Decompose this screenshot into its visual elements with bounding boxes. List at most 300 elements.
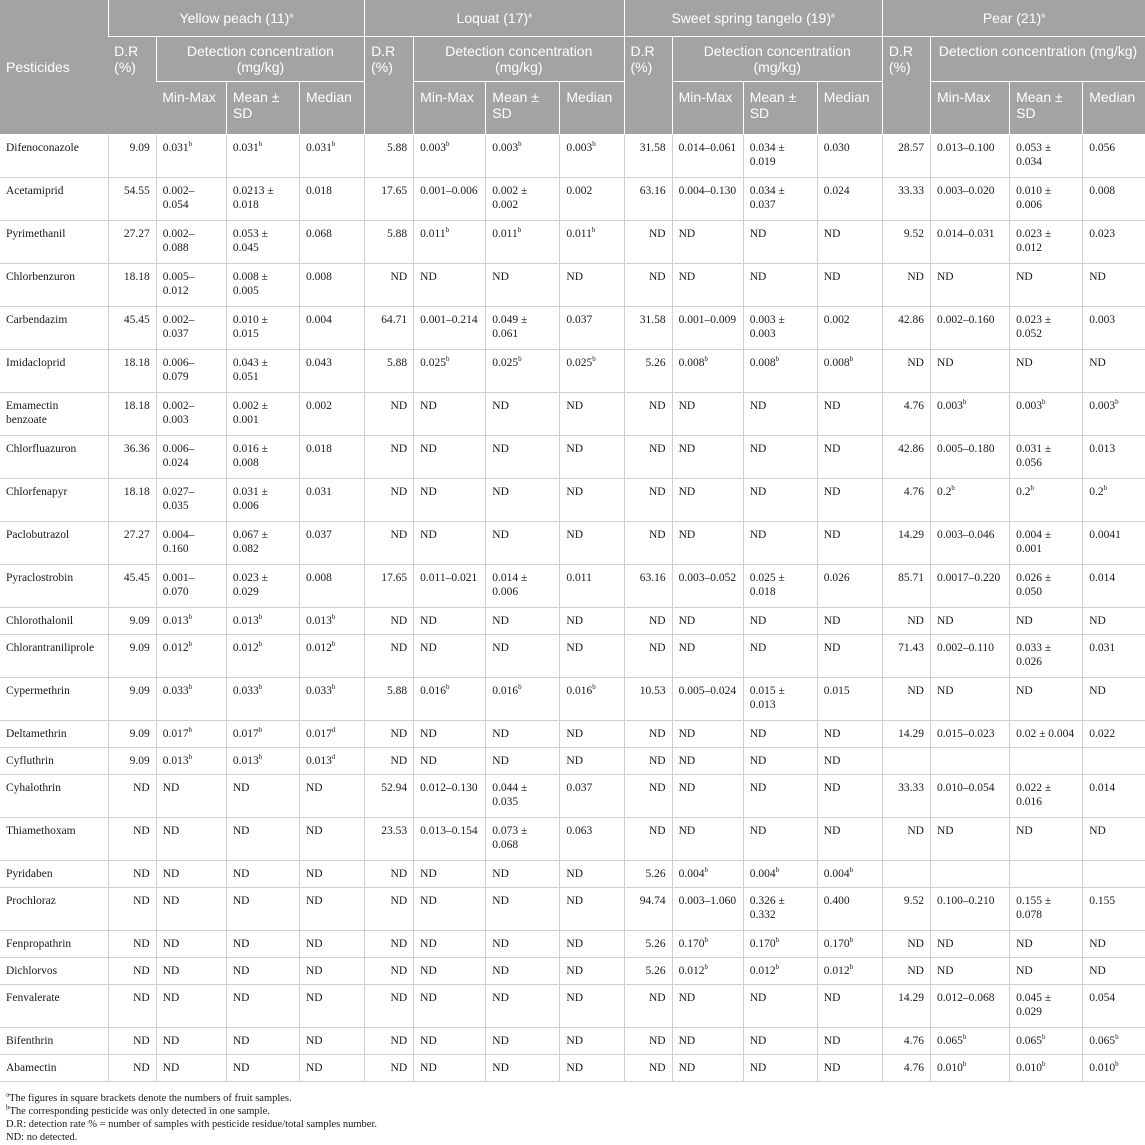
header-dr: D.R (%) [365, 36, 414, 134]
dr-cell: ND [624, 1027, 672, 1054]
median-cell: 0.016$^b$ [560, 677, 624, 720]
mean-sd-cell: 0.067 ± 0.082 [226, 521, 299, 564]
mean-sd-cell: ND [743, 634, 817, 677]
median-cell: ND [1083, 263, 1145, 306]
mean-sd-cell: 0.326 ± 0.332 [743, 887, 817, 930]
pesticide-name-cell: Chlorfluazuron [0, 435, 108, 478]
median-cell: 0.008 [1083, 177, 1145, 220]
header-detection-concentration: Detection concentration (mg/kg) [672, 36, 882, 81]
header-group-sweet-spring-tangelo: Sweet spring tangelo $(19)^a$ [624, 0, 882, 36]
min-max-cell: 0.011$^b$ [414, 220, 486, 263]
mean-sd-cell: ND [1010, 930, 1083, 957]
min-max-cell: ND [672, 817, 743, 860]
dr-cell: ND [624, 392, 672, 435]
table-row [0, 634, 1145, 677]
header-group-pear: Pear $(21)^a$ [882, 0, 1145, 36]
median-cell: 0.013$^d$ [299, 747, 364, 774]
min-max-cell: 0.005–0.180 [930, 435, 1009, 478]
footnote: $^b$The corresponding pesticide was only detected in one sample. [6, 1103, 270, 1117]
dr-cell: 36.36 [108, 435, 156, 478]
median-cell: 0.010$^b$ [1083, 1054, 1145, 1081]
dr-cell: ND [365, 887, 414, 930]
footnote: $^a$The figures in square brackets denote the numbers of fruit samples. [6, 1090, 292, 1104]
median-cell: 0.014 [1083, 564, 1145, 607]
median-cell: 0.023 [1083, 220, 1145, 263]
median-cell: ND [817, 1027, 882, 1054]
median-cell: ND [1083, 677, 1145, 720]
mean-sd-cell: ND [743, 774, 817, 817]
min-max-cell: ND [672, 521, 743, 564]
table-row [0, 349, 1145, 392]
median-cell: ND [560, 435, 624, 478]
pesticide-name-cell: Pyridaben [0, 860, 108, 887]
median-cell: 0.015 [817, 677, 882, 720]
min-max-cell: ND [672, 1027, 743, 1054]
mean-sd-cell: ND [226, 774, 299, 817]
dr-cell: 63.16 [624, 177, 672, 220]
min-max-cell: 0.001–0.009 [672, 306, 743, 349]
pesticide-name-cell: Deltamethrin [0, 720, 108, 747]
min-max-cell: ND [930, 263, 1009, 306]
dr-cell: 17.65 [365, 564, 414, 607]
min-max-cell: 0.013–0.100 [930, 134, 1009, 177]
min-max-cell: 0.002–0.003 [156, 392, 226, 435]
min-max-cell: 0.033$^b$ [156, 677, 226, 720]
min-max-cell: 0.012$^b$ [672, 957, 743, 984]
median-cell: 0.054 [1083, 984, 1145, 1027]
dr-cell: 4.76 [882, 478, 930, 521]
median-cell: ND [817, 774, 882, 817]
footnote: ND: no detected. [6, 1132, 78, 1143]
median-cell [1083, 747, 1145, 774]
min-max-cell: ND [672, 607, 743, 634]
dr-cell: 31.58 [624, 134, 672, 177]
min-max-cell: 0.013$^b$ [156, 747, 226, 774]
dr-cell: 18.18 [108, 478, 156, 521]
pesticide-name-cell: Cyfluthrin [0, 747, 108, 774]
median-cell: 0.013 [1083, 435, 1145, 478]
mean-sd-cell: ND [486, 435, 560, 478]
table-row [0, 220, 1145, 263]
min-max-cell: 0.004$^b$ [672, 860, 743, 887]
median-cell: ND [560, 634, 624, 677]
dr-cell: 5.26 [624, 930, 672, 957]
median-cell: ND [299, 887, 364, 930]
dr-cell: 85.71 [882, 564, 930, 607]
min-max-cell: 0.012–0.068 [930, 984, 1009, 1027]
mean-sd-cell: 0.003$^b$ [1010, 392, 1083, 435]
mean-sd-cell: ND [1010, 349, 1083, 392]
median-cell: 0.017$^d$ [299, 720, 364, 747]
median-cell: ND [560, 860, 624, 887]
mean-sd-cell: 0.023 ± 0.052 [1010, 306, 1083, 349]
median-cell: ND [817, 435, 882, 478]
median-cell: 0.008 [299, 263, 364, 306]
median-cell: ND [299, 930, 364, 957]
min-max-cell: 0.017$^b$ [156, 720, 226, 747]
mean-sd-cell: 0.012$^b$ [226, 634, 299, 677]
median-cell: 0.003 [1083, 306, 1145, 349]
pesticide-name-cell: Chlorothalonil [0, 607, 108, 634]
min-max-cell: ND [672, 720, 743, 747]
dr-cell: ND [108, 930, 156, 957]
header-median: Median [817, 81, 882, 134]
pesticide-name-cell: Abamectin [0, 1054, 108, 1081]
dr-cell: 14.29 [882, 984, 930, 1027]
dr-cell: 23.53 [365, 817, 414, 860]
mean-sd-cell: 0.043 ± 0.051 [226, 349, 299, 392]
table-row [0, 1054, 1145, 1081]
header-mean-sd: Mean ± SD [1010, 81, 1083, 134]
dr-cell: ND [365, 392, 414, 435]
median-cell: ND [1083, 817, 1145, 860]
dr-cell: 42.86 [882, 435, 930, 478]
dr-cell: ND [108, 984, 156, 1027]
mean-sd-cell: 0.017$^b$ [226, 720, 299, 747]
dr-cell: 9.09 [108, 134, 156, 177]
mean-sd-cell: 0.022 ± 0.016 [1010, 774, 1083, 817]
min-max-cell: 0.001–0.070 [156, 564, 226, 607]
mean-sd-cell: 0.045 ± 0.029 [1010, 984, 1083, 1027]
min-max-cell: ND [672, 220, 743, 263]
mean-sd-cell: ND [743, 817, 817, 860]
dr-cell: ND [365, 860, 414, 887]
mean-sd-cell: 0.016$^b$ [486, 677, 560, 720]
median-cell: 0.011$^b$ [560, 220, 624, 263]
mean-sd-cell: 0.053 ± 0.045 [226, 220, 299, 263]
min-max-cell: ND [414, 860, 486, 887]
min-max-cell: ND [156, 817, 226, 860]
dr-cell: ND [624, 634, 672, 677]
dr-cell: 52.94 [365, 774, 414, 817]
mean-sd-cell: ND [743, 435, 817, 478]
median-cell: 0.031 [299, 478, 364, 521]
median-cell: 0.008 [299, 564, 364, 607]
median-cell: ND [1083, 957, 1145, 984]
median-cell: 0.155 [1083, 887, 1145, 930]
median-cell [1083, 860, 1145, 887]
min-max-cell: ND [414, 957, 486, 984]
median-cell: 0.026 [817, 564, 882, 607]
dr-cell: ND [365, 984, 414, 1027]
dr-cell: 4.76 [882, 1054, 930, 1081]
dr-cell: 31.58 [624, 306, 672, 349]
mean-sd-cell: ND [226, 860, 299, 887]
dr-cell: 5.88 [365, 677, 414, 720]
mean-sd-cell: 0.02 ± 0.004 [1010, 720, 1083, 747]
mean-sd-cell: 0.002 ± 0.001 [226, 392, 299, 435]
median-cell: ND [560, 1054, 624, 1081]
dr-cell: ND [882, 607, 930, 634]
min-max-cell: ND [156, 1054, 226, 1081]
mean-sd-cell: 0.025$^b$ [486, 349, 560, 392]
dr-cell: 18.18 [108, 349, 156, 392]
dr-cell: 33.33 [882, 774, 930, 817]
median-cell: ND [817, 220, 882, 263]
header-min-max: Min-Max [414, 81, 486, 134]
pesticide-name-cell: Cypermethrin [0, 677, 108, 720]
dr-cell: ND [624, 263, 672, 306]
pesticide-name-cell: Chlorantraniliprole [0, 634, 108, 677]
median-cell: 0.024 [817, 177, 882, 220]
min-max-cell: 0.014–0.031 [930, 220, 1009, 263]
min-max-cell: 0.027–0.035 [156, 478, 226, 521]
median-cell: 0.065$^b$ [1083, 1027, 1145, 1054]
dr-cell: ND [365, 435, 414, 478]
min-max-cell: 0.003–1.060 [672, 887, 743, 930]
mean-sd-cell: 0.2$^b$ [1010, 478, 1083, 521]
median-cell: ND [299, 957, 364, 984]
mean-sd-cell: ND [486, 607, 560, 634]
table-row [0, 930, 1145, 957]
median-cell: 0.170$^b$ [817, 930, 882, 957]
pesticide-name-cell: Chlorbenzuron [0, 263, 108, 306]
min-max-cell: ND [930, 817, 1009, 860]
median-cell: 0.037 [299, 521, 364, 564]
median-cell: 0.2$^b$ [1083, 478, 1145, 521]
mean-sd-cell: ND [486, 957, 560, 984]
min-max-cell: ND [414, 1027, 486, 1054]
min-max-cell: 0.003$^b$ [414, 134, 486, 177]
dr-cell: 5.26 [624, 349, 672, 392]
dr-cell: ND [365, 957, 414, 984]
pesticide-name-cell: Cyhalothrin [0, 774, 108, 817]
min-max-cell: 0.003–0.020 [930, 177, 1009, 220]
median-cell: ND [817, 478, 882, 521]
min-max-cell: ND [672, 634, 743, 677]
header-group-loquat: Loquat $(17)^a$ [365, 0, 624, 36]
median-cell: 0.043 [299, 349, 364, 392]
median-cell: 0.018 [299, 435, 364, 478]
mean-sd-cell: 0.034 ± 0.019 [743, 134, 817, 177]
mean-sd-cell: ND [743, 984, 817, 1027]
min-max-cell: ND [414, 1054, 486, 1081]
min-max-cell: ND [414, 435, 486, 478]
min-max-cell: ND [672, 1054, 743, 1081]
mean-sd-cell: ND [486, 720, 560, 747]
min-max-cell: 0.003–0.052 [672, 564, 743, 607]
min-max-cell: ND [930, 607, 1009, 634]
table-row [0, 1027, 1145, 1054]
min-max-cell: 0.002–0.054 [156, 177, 226, 220]
table-row [0, 887, 1145, 930]
median-cell: 0.003$^b$ [560, 134, 624, 177]
mean-sd-cell: 0.0213 ± 0.018 [226, 177, 299, 220]
median-cell: 0.002 [299, 392, 364, 435]
median-cell: 0.063 [560, 817, 624, 860]
dr-cell: 14.29 [882, 521, 930, 564]
table-row [0, 817, 1145, 860]
header-median: Median [299, 81, 364, 134]
min-max-cell: 0.013$^b$ [156, 607, 226, 634]
median-cell: ND [299, 774, 364, 817]
dr-cell: ND [365, 747, 414, 774]
mean-sd-cell: 0.004 ± 0.001 [1010, 521, 1083, 564]
header-dr: D.R (%) [882, 36, 930, 134]
dr-cell: 10.53 [624, 677, 672, 720]
min-max-cell: ND [414, 521, 486, 564]
median-cell: ND [299, 1054, 364, 1081]
pesticide-name-cell: Fenpropathrin [0, 930, 108, 957]
table-row [0, 392, 1145, 435]
dr-cell: ND [365, 1027, 414, 1054]
min-max-cell: ND [414, 634, 486, 677]
median-cell: ND [560, 263, 624, 306]
median-cell: ND [1083, 930, 1145, 957]
min-max-cell: 0.005–0.012 [156, 263, 226, 306]
dr-cell: 27.27 [108, 521, 156, 564]
median-cell: 0.004 [299, 306, 364, 349]
mean-sd-cell: ND [743, 1027, 817, 1054]
table-row [0, 564, 1145, 607]
dr-cell: 5.88 [365, 220, 414, 263]
mean-sd-cell: 0.044 ± 0.035 [486, 774, 560, 817]
median-cell: 0.400 [817, 887, 882, 930]
pesticide-name-cell: Bifenthrin [0, 1027, 108, 1054]
header-dr: D.R (%) [624, 36, 672, 134]
mean-sd-cell: 0.053 ± 0.034 [1010, 134, 1083, 177]
dr-cell: 94.74 [624, 887, 672, 930]
min-max-cell: 0.025$^b$ [414, 349, 486, 392]
table-header [0, 0, 1145, 134]
header-detection-concentration: Detection concentration (mg/kg) [414, 36, 624, 81]
dr-cell: ND [365, 521, 414, 564]
mean-sd-cell: ND [486, 984, 560, 1027]
mean-sd-cell: ND [226, 1027, 299, 1054]
min-max-cell [930, 747, 1009, 774]
mean-sd-cell: ND [486, 930, 560, 957]
mean-sd-cell: ND [743, 607, 817, 634]
mean-sd-cell: ND [743, 720, 817, 747]
dr-cell: 17.65 [365, 177, 414, 220]
min-max-cell: ND [930, 930, 1009, 957]
median-cell: ND [817, 720, 882, 747]
median-cell: ND [1083, 607, 1145, 634]
min-max-cell: ND [156, 957, 226, 984]
min-max-cell [930, 860, 1009, 887]
min-max-cell: 0.016$^b$ [414, 677, 486, 720]
footnote: D.R: detection rate % = number of samples with pesticide residue/total samples number. [6, 1119, 377, 1130]
median-cell: 0.0041 [1083, 521, 1145, 564]
min-max-cell: 0.004–0.160 [156, 521, 226, 564]
min-max-cell: 0.001–0.006 [414, 177, 486, 220]
dr-cell: 33.33 [882, 177, 930, 220]
dr-cell: ND [624, 521, 672, 564]
pesticide-name-cell: Emamectin benzoate [0, 392, 108, 435]
mean-sd-cell: ND [743, 1054, 817, 1081]
dr-cell: ND [882, 817, 930, 860]
median-cell: ND [817, 747, 882, 774]
median-cell: 0.012$^b$ [817, 957, 882, 984]
dr-cell: ND [882, 349, 930, 392]
median-cell: ND [560, 887, 624, 930]
dr-cell: 4.76 [882, 392, 930, 435]
mean-sd-cell: 0.073 ± 0.068 [486, 817, 560, 860]
mean-sd-cell [1010, 860, 1083, 887]
mean-sd-cell: ND [226, 957, 299, 984]
mean-sd-cell: 0.002 ± 0.002 [486, 177, 560, 220]
dr-cell: 28.57 [882, 134, 930, 177]
mean-sd-cell: 0.004$^b$ [743, 860, 817, 887]
dr-cell: ND [624, 984, 672, 1027]
dr-cell: ND [624, 817, 672, 860]
mean-sd-cell: ND [486, 860, 560, 887]
dr-cell [882, 747, 930, 774]
table-row [0, 134, 1145, 177]
mean-sd-cell: 0.031 ± 0.006 [226, 478, 299, 521]
min-max-cell: 0.010–0.054 [930, 774, 1009, 817]
pesticide-name-cell: Difenoconazole [0, 134, 108, 177]
min-max-cell: ND [414, 607, 486, 634]
median-cell: 0.030 [817, 134, 882, 177]
dr-cell: ND [365, 1054, 414, 1081]
median-cell: ND [560, 392, 624, 435]
header-detection-concentration: Detection concentration (mg/kg) [156, 36, 364, 81]
table-row [0, 774, 1145, 817]
table-row [0, 957, 1145, 984]
median-cell: ND [1083, 349, 1145, 392]
mean-sd-cell: ND [226, 930, 299, 957]
dr-cell: ND [882, 930, 930, 957]
dr-cell: ND [108, 1054, 156, 1081]
mean-sd-cell: ND [1010, 957, 1083, 984]
min-max-cell: 0.015–0.023 [930, 720, 1009, 747]
mean-sd-cell: 0.033$^b$ [226, 677, 299, 720]
dr-cell: 5.88 [365, 134, 414, 177]
dr-cell: 9.52 [882, 220, 930, 263]
min-max-cell: ND [672, 392, 743, 435]
mean-sd-cell: 0.016 ± 0.008 [226, 435, 299, 478]
median-cell: 0.031$^b$ [299, 134, 364, 177]
table-row [0, 720, 1145, 747]
dr-cell: ND [882, 263, 930, 306]
mean-sd-cell: ND [743, 521, 817, 564]
dr-cell: ND [624, 774, 672, 817]
header-median: Median [560, 81, 624, 134]
mean-sd-cell: ND [226, 984, 299, 1027]
dr-cell: ND [365, 478, 414, 521]
dr-cell: 42.86 [882, 306, 930, 349]
median-cell: ND [299, 860, 364, 887]
dr-cell: 18.18 [108, 263, 156, 306]
dr-cell: 9.52 [882, 887, 930, 930]
mean-sd-cell: 0.023 ± 0.029 [226, 564, 299, 607]
table-row [0, 607, 1145, 634]
median-cell: ND [560, 930, 624, 957]
mean-sd-cell: 0.049 ± 0.061 [486, 306, 560, 349]
dr-cell: 45.45 [108, 564, 156, 607]
table-row [0, 984, 1145, 1027]
mean-sd-cell: 0.011$^b$ [486, 220, 560, 263]
min-max-cell: ND [156, 887, 226, 930]
min-max-cell: ND [930, 349, 1009, 392]
table-body [0, 134, 1145, 1081]
dr-cell: ND [624, 220, 672, 263]
min-max-cell: ND [414, 263, 486, 306]
mean-sd-cell: ND [1010, 677, 1083, 720]
mean-sd-cell: 0.170$^b$ [743, 930, 817, 957]
mean-sd-cell: ND [743, 478, 817, 521]
min-max-cell: ND [414, 720, 486, 747]
dr-cell: ND [108, 957, 156, 984]
median-cell: ND [560, 478, 624, 521]
min-max-cell: ND [414, 887, 486, 930]
min-max-cell: ND [672, 774, 743, 817]
dr-cell: ND [365, 607, 414, 634]
min-max-cell: ND [156, 1027, 226, 1054]
mean-sd-cell: ND [743, 747, 817, 774]
mean-sd-cell: 0.008 ± 0.005 [226, 263, 299, 306]
